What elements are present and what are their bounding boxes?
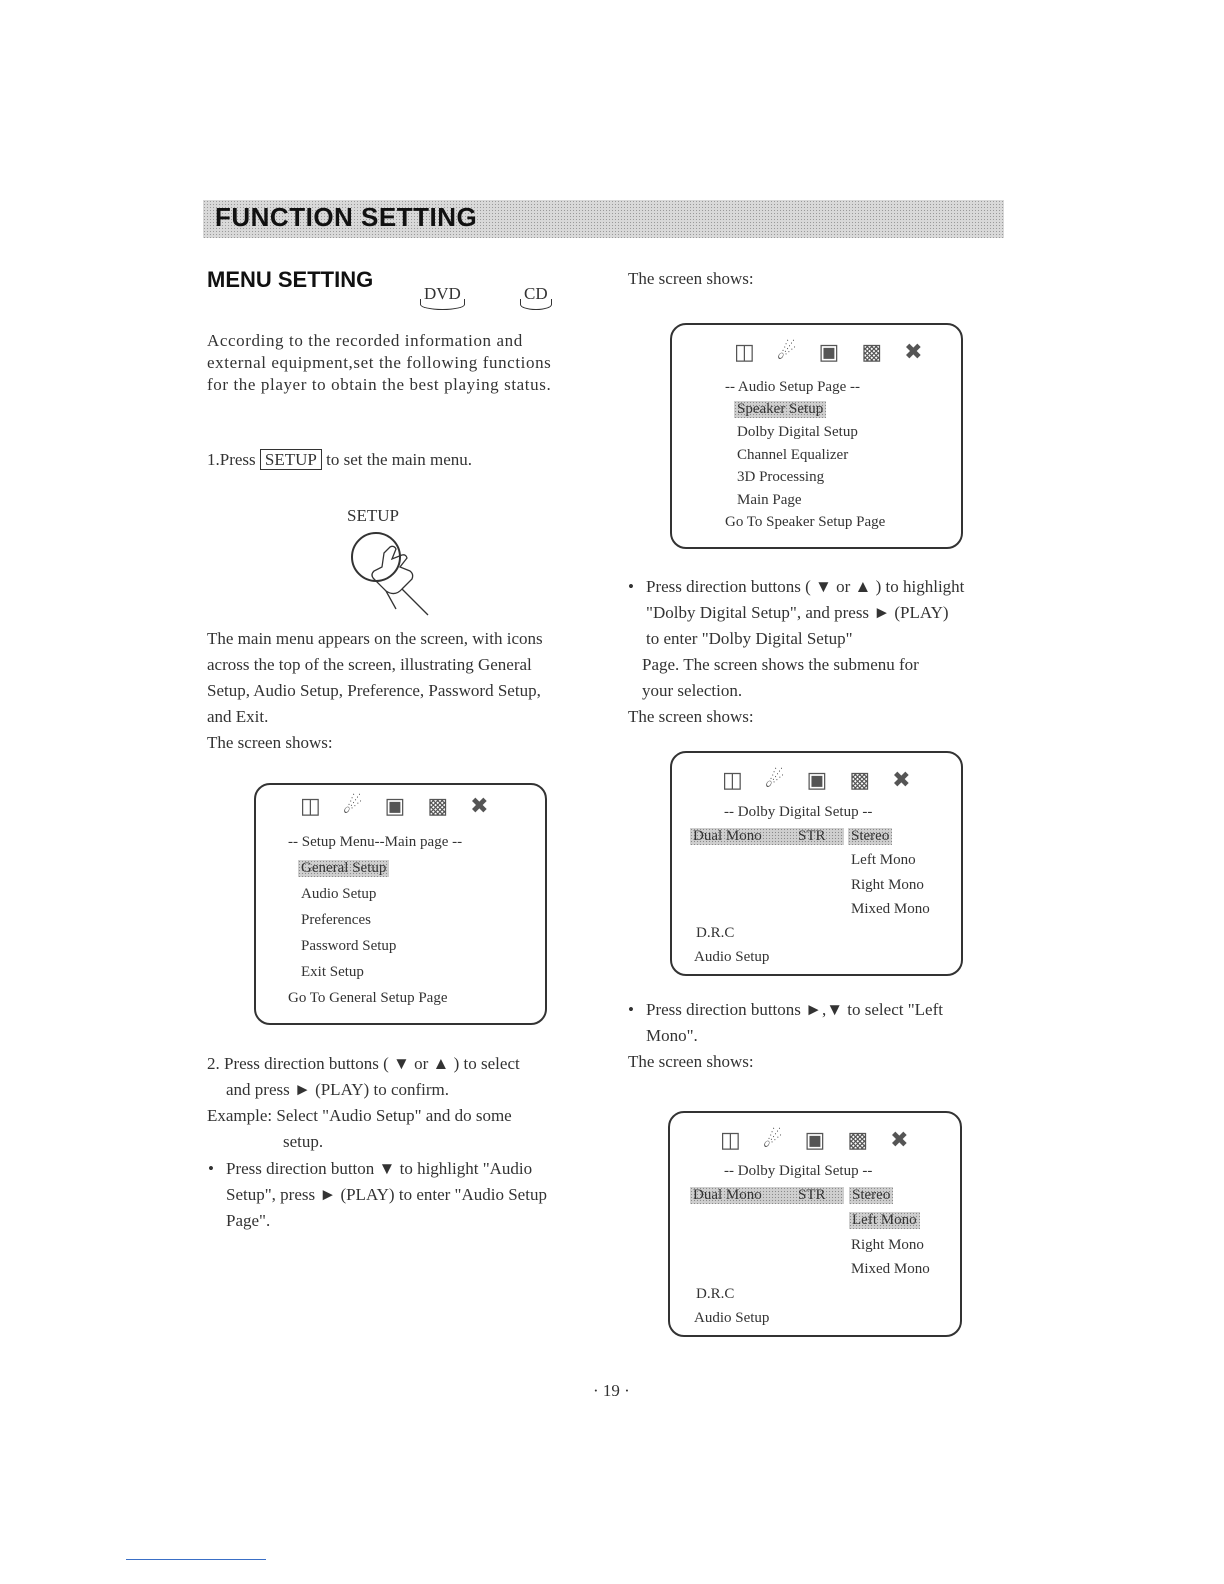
menu-item-main-page[interactable]: Main Page [737, 492, 802, 508]
menu-item-dual-mono[interactable] [690, 828, 844, 845]
intro-paragraph [207, 330, 597, 396]
bullet-text: Setup", press [226, 1185, 316, 1204]
down-arrow-icon: ▼ [378, 1159, 396, 1178]
menu-item-3d-processing[interactable]: 3D Processing [737, 469, 825, 485]
play-arrow-icon: ► [293, 1080, 311, 1099]
play-arrow-icon: ► [873, 603, 891, 622]
page-number: · 19 · [593, 1381, 630, 1400]
bullet-left-mono [628, 997, 1006, 1075]
step2-text: and press [226, 1080, 290, 1099]
screen-shows-label: The screen shows: [628, 269, 754, 288]
menu-item-drc[interactable]: D.R.C [696, 1286, 735, 1302]
menu-item-drc[interactable]: D.R.C [696, 925, 735, 941]
bullet-line [646, 600, 1006, 626]
menu-item-preferences[interactable]: Preferences [301, 912, 371, 928]
intro-line: According to the recorded information and [207, 331, 523, 350]
menu-item-general-setup[interactable]: General Setup [298, 860, 389, 877]
section-banner [203, 200, 1004, 238]
menu-item-audio-setup[interactable]: Audio Setup [301, 886, 377, 902]
menu-item-password-setup[interactable]: Password Setup [301, 938, 397, 954]
down-arrow-icon: ▼ [393, 1054, 410, 1073]
menu-icon-row [722, 767, 911, 793]
bullet-line: • Press direction buttons ►,▼ to select "Left [646, 997, 1006, 1023]
menu-icon-row [734, 339, 923, 365]
main-menu-description [207, 626, 597, 756]
option-right-mono[interactable]: Right Mono [851, 1237, 924, 1253]
desc-line: The screen shows: [207, 733, 333, 752]
menu-title: -- Setup Menu--Main page -- [288, 834, 463, 850]
bullet-line [226, 1182, 606, 1208]
option-stereo[interactable]: Stereo [849, 1187, 893, 1204]
step2-text: (PLAY) to confirm. [315, 1080, 450, 1099]
bullet-text: to select "Left [847, 1000, 943, 1019]
bullet-text: Press direction buttons ( [646, 577, 811, 596]
exit-icon: ✖ [470, 793, 489, 818]
cd-badge [524, 284, 548, 304]
intro-line: external equipment,set the following functions [207, 353, 552, 372]
step2-text: 2. Press direction buttons ( [207, 1054, 389, 1073]
step2 [207, 1051, 602, 1155]
menu-item-dual-mono[interactable] [690, 1187, 844, 1204]
lock-icon: ▩ [849, 767, 871, 792]
step1-suffix: to set the main menu. [326, 450, 473, 469]
screen-shows-label: The screen shows: [628, 1052, 754, 1071]
bullet-text: (PLAY) [894, 603, 949, 622]
audio-setup-screen [670, 323, 963, 549]
bullet-line: Page". [226, 1211, 271, 1230]
str-label: STR [798, 1187, 826, 1203]
bullet-text: to highlight "Audio [399, 1159, 533, 1178]
monitor-icon: ◫ [300, 793, 321, 818]
menu-goto-hint: Go To Speaker Setup Page [725, 514, 886, 530]
menu-item-channel-equalizer[interactable]: Channel Equalizer [737, 447, 849, 463]
dolby-setup-screen-left-mono [668, 1111, 962, 1337]
monitor-icon: ◫ [720, 1127, 741, 1152]
bullet-text: or [836, 577, 851, 596]
bullet-line: Page. The screen shows the submenu for [642, 655, 919, 674]
bullet-text: "Dolby Digital Setup", and press [646, 603, 870, 622]
bullet-line: Mono". [646, 1026, 698, 1045]
bullet-audio-setup [226, 1156, 606, 1234]
up-arrow-icon: ▲ [854, 577, 872, 596]
down-arrow-icon: ▼ [815, 577, 832, 596]
bullet-text: Press direction buttons [646, 1000, 801, 1019]
step1-prefix: 1.Press [207, 450, 256, 469]
step2-text: or [414, 1054, 429, 1073]
step2-line2 [207, 1077, 602, 1103]
option-right-mono[interactable]: Right Mono [851, 877, 924, 893]
cd-badge-label: CD [524, 284, 548, 303]
bullet-line: to enter "Dolby Digital Setup" [646, 629, 853, 648]
menu-item-dolby-digital-setup[interactable]: Dolby Digital Setup [737, 424, 858, 440]
footer-rule [126, 1559, 266, 1560]
lock-icon: ▩ [861, 339, 883, 364]
menu-item-speaker-setup[interactable]: Speaker Setup [734, 401, 826, 418]
bullet-dolby-setup [628, 574, 1006, 730]
desc-line: and Exit. [207, 707, 269, 726]
example-line: Example: Select "Audio Setup" and do some [207, 1106, 512, 1125]
dvd-badge [424, 284, 461, 304]
option-left-mono[interactable]: Left Mono [851, 852, 916, 868]
desc-line: Setup, Audio Setup, Preference, Password Setup, [207, 681, 541, 700]
step2-line1 [207, 1051, 602, 1077]
exit-icon: ✖ [892, 767, 911, 792]
dvd-badge-label: DVD [424, 284, 461, 303]
menu-title: -- Dolby Digital Setup -- [724, 1163, 873, 1179]
section-title: MENU SETTING [207, 267, 374, 292]
bullet-line [226, 1156, 606, 1182]
up-arrow-icon: ▲ [432, 1054, 450, 1073]
speaker-icon: ☄ [762, 1127, 783, 1152]
menu-icon-row [300, 793, 489, 819]
monitor-icon: ◫ [734, 339, 755, 364]
option-stereo[interactable]: Stereo [848, 828, 892, 845]
lock-icon: ▩ [847, 1127, 869, 1152]
menu-title: -- Dolby Digital Setup -- [724, 804, 873, 820]
preference-icon: ▣ [818, 339, 840, 364]
bullet-text: Press direction button [226, 1159, 375, 1178]
speaker-icon: ☄ [776, 339, 797, 364]
exit-icon: ✖ [890, 1127, 909, 1152]
exit-icon: ✖ [904, 339, 923, 364]
menu-goto-hint: Go To General Setup Page [288, 990, 448, 1006]
dolby-setup-screen [670, 751, 963, 976]
menu-item-audio-setup[interactable]: Audio Setup [694, 1310, 770, 1326]
bullet-text: ) to highlight [875, 577, 965, 596]
preference-icon: ▣ [804, 1127, 826, 1152]
speaker-icon: ☄ [764, 767, 785, 792]
setup-button-label: SETUP [347, 506, 399, 525]
step1 [207, 447, 472, 473]
menu-item-exit-setup[interactable]: Exit Setup [301, 964, 364, 980]
desc-line: The main menu appears on the screen, with icons [207, 629, 543, 648]
str-label: STR [798, 828, 826, 844]
option-mixed-mono[interactable]: Mixed Mono [851, 901, 930, 917]
intro-line: for the player to obtain the best playing status. [207, 375, 552, 394]
menu-item-audio-setup[interactable]: Audio Setup [694, 949, 770, 965]
play-arrow-icon: ► [319, 1185, 337, 1204]
speaker-icon: ☄ [342, 793, 363, 818]
setup-button-press-icon [340, 527, 450, 619]
example-line: setup. [283, 1132, 324, 1151]
monitor-icon: ◫ [722, 767, 743, 792]
lock-icon: ▩ [427, 793, 449, 818]
bullet-line [646, 574, 1006, 600]
option-left-mono[interactable]: Left Mono [849, 1212, 920, 1229]
preference-icon: ▣ [806, 767, 828, 792]
preference-icon: ▣ [384, 793, 406, 818]
setup-main-menu-screen [254, 783, 547, 1025]
menu-icon-row [720, 1127, 909, 1153]
desc-line: across the top of the screen, illustrating General [207, 655, 532, 674]
option-mixed-mono[interactable]: Mixed Mono [851, 1261, 930, 1277]
dual-mono-label: Dual Mono [693, 1187, 762, 1203]
setup-key-label: SETUP [260, 449, 322, 470]
screen-shows-label: The screen shows: [628, 707, 754, 726]
play-arrow-icon: ► [805, 1000, 822, 1019]
bullet-line: your selection. [642, 681, 743, 700]
banner-title: FUNCTION SETTING [215, 202, 478, 232]
bullet-text: (PLAY) to enter "Audio Setup [340, 1185, 547, 1204]
step2-text: ) to select [453, 1054, 520, 1073]
menu-title: -- Audio Setup Page -- [725, 379, 860, 395]
down-arrow-icon: ▼ [826, 1000, 844, 1019]
dual-mono-label: Dual Mono [693, 828, 762, 844]
